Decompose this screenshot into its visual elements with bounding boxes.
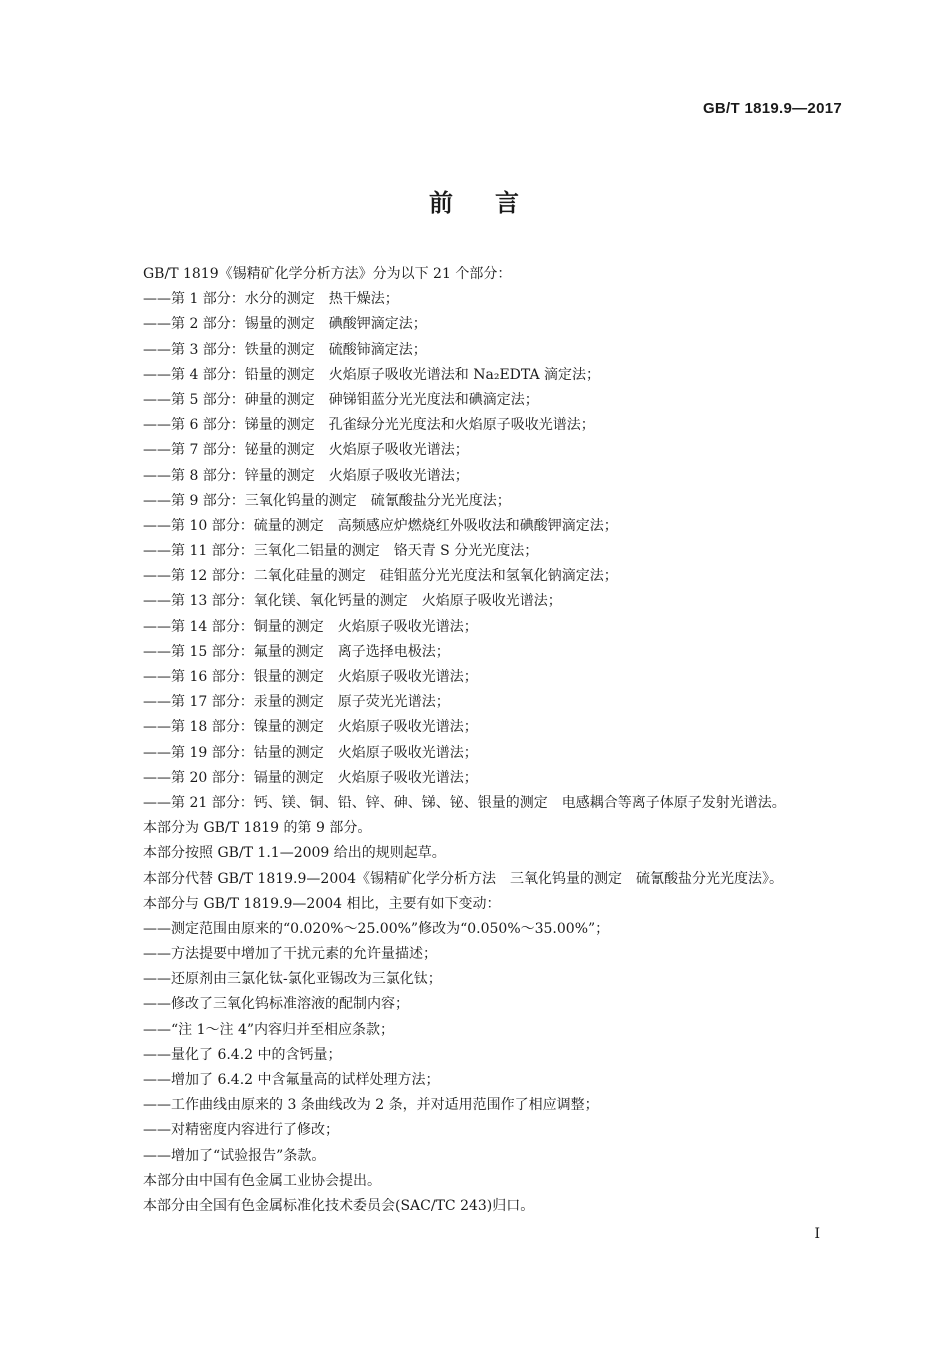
change-list-item: ——修改了三氧化钨标准溶液的配制内容； [143, 996, 409, 1013]
part-list-item: ——第 13 部分：氧化镁、氧化钙量的测定 火焰原子吸收光谱法； [143, 593, 562, 610]
part-list-item: ——第 14 部分：铜量的测定 火焰原子吸收光谱法； [143, 618, 478, 635]
part-list-item: ——第 2 部分：锡量的测定 碘酸钾滴定法； [143, 316, 427, 333]
part-list-item: ——第 7 部分：铋量的测定 火焰原子吸收光谱法； [143, 442, 469, 459]
part-list-item: ——第 6 部分：锑量的测定 孔雀绿分光光度法和火焰原子吸收光谱法； [143, 417, 595, 434]
change-list-item: ——量化了 6.4.2 中的含钙量； [143, 1046, 342, 1063]
change-list-item: ——测定范围由原来的“0.020%～25.00%”修改为“0.050%～35.00%”； [143, 920, 610, 937]
part-list-item: ——第 4 部分：铅量的测定 火焰原子吸收光谱法和 Na₂EDTA 滴定法； [143, 366, 601, 383]
change-list-item: ——增加了 6.4.2 中含氟量高的试样处理方法； [143, 1072, 440, 1088]
change-list-item: ——“注 1～注 4”内容归并至相应条款； [143, 1021, 395, 1038]
text-line: 本部分与 GB/T 1819.9—2004 相比，主要有如下变动： [143, 895, 501, 912]
standard-number: GB/T 1819.9—2017 [702, 100, 842, 117]
part-list-item: ——第 21 部分：钙、镁、铜、铅、锌、砷、锑、铋、银量的测定 电感耦合等离子体原子发射光谱法。 [143, 794, 786, 811]
change-list-item: ——方法提要中增加了干扰元素的允许量描述； [143, 946, 437, 963]
text-line: 本部分由中国有色金属工业协会提出。 [143, 1172, 381, 1189]
change-list-item: ——还原剂由三氯化钛-氯化亚锡改为三氯化钛； [143, 971, 442, 988]
part-list-item: ——第 11 部分：三氧化二铝量的测定 铬天青 S 分光光度法； [143, 543, 539, 560]
part-list-item: ——第 20 部分：镉量的测定 火焰原子吸收光谱法； [143, 769, 478, 786]
part-list-item: ——第 17 部分：汞量的测定 原子荧光光谱法； [143, 694, 450, 711]
change-list-item: ——增加了“试验报告”条款。 [143, 1147, 326, 1164]
text-line: 本部分代替 GB/T 1819.9—2004《锡精矿化学分析方法 三氧化钨量的测定 硫氰酸盐分光光度法》。 [143, 870, 784, 887]
part-list-item: ——第 8 部分：锌量的测定 火焰原子吸收光谱法； [143, 467, 469, 484]
part-list-item: ——第 10 部分：硫量的测定 高频感应炉燃烧红外吸收法和碘酸钾滴定法； [143, 517, 618, 534]
part-list-item: ——第 12 部分：二氧化硅量的测定 硅钼蓝分光光度法和氢氧化钠滴定法； [143, 568, 618, 585]
text-line: 本部分按照 GB/T 1.1—2009 给出的规则起草。 [143, 845, 446, 862]
text-line: 本部分为 GB/T 1819 的第 9 部分。 [143, 820, 372, 837]
foreword-body [143, 262, 863, 1219]
part-list-item: ——第 15 部分：氟量的测定 离子选择电极法； [143, 643, 450, 660]
part-list-item: ——第 3 部分：铁量的测定 硫酸铈滴定法； [143, 341, 427, 358]
text-line: GB/T 1819《锡精矿化学分析方法》分为以下 21 个部分： [143, 266, 512, 282]
change-list-item: ——工作曲线由原来的 3 条曲线改为 2 条，并对适用范围作了相应调整； [143, 1097, 599, 1114]
part-list-item: ——第 5 部分：砷量的测定 砷锑钼蓝分光光度法和碘滴定法； [143, 391, 539, 408]
page-title: 前言 [429, 189, 561, 217]
part-list-item: ——第 9 部分：三氧化钨量的测定 硫氰酸盐分光光度法； [143, 492, 511, 509]
page-number: I [814, 1226, 820, 1242]
part-list-item: ——第 16 部分：银量的测定 火焰原子吸收光谱法； [143, 669, 478, 685]
part-list-item: ——第 18 部分：镍量的测定 火焰原子吸收光谱法； [143, 719, 478, 736]
part-list-item: ——第 1 部分：水分的测定 热干燥法； [143, 291, 399, 308]
text-line: 本部分由全国有色金属标准化技术委员会(SAC/TC 243)归口。 [143, 1197, 535, 1214]
change-list-item: ——对精密度内容进行了修改； [143, 1122, 339, 1139]
part-list-item: ——第 19 部分：钴量的测定 火焰原子吸收光谱法； [143, 744, 478, 761]
